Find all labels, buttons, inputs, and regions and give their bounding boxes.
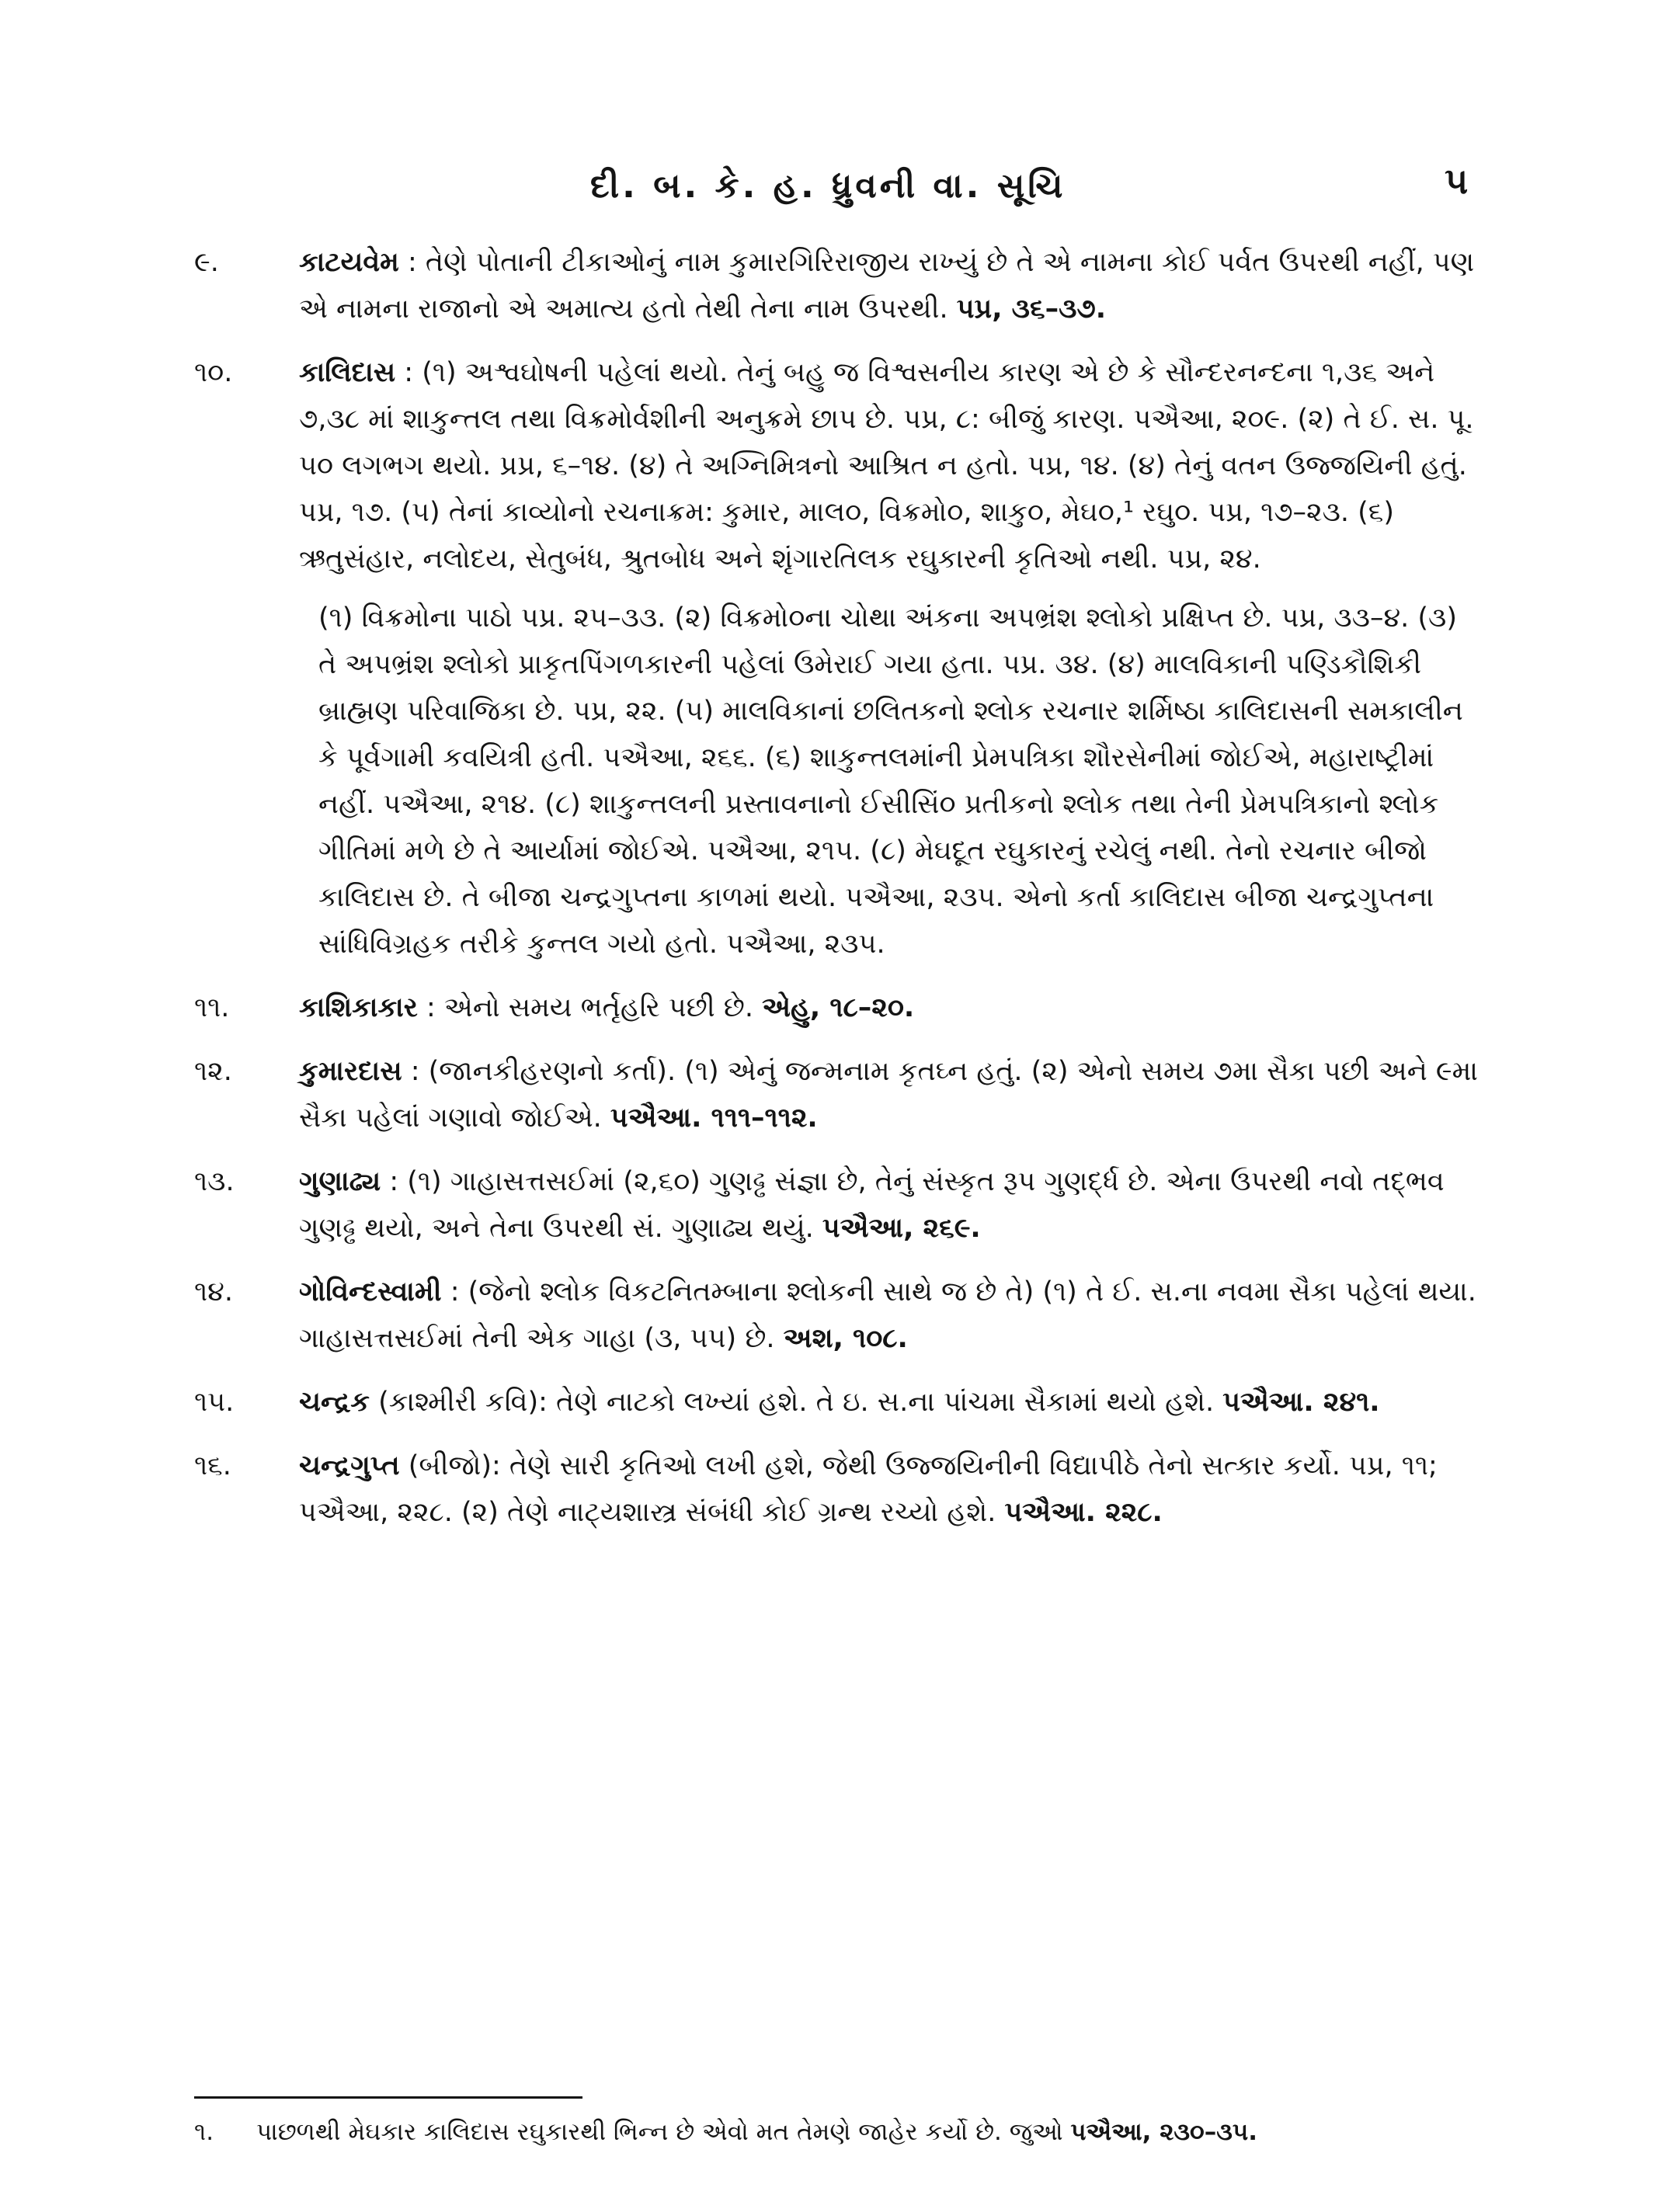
page-number: ૫ [1445,160,1469,202]
footnote-text: પાછળથી મેઘકાર કાલિદાસ રઘુકારથી ભિન્ન છે એવો મત તેમણે જાહેર કર્યો છે. જુઓ [256,2118,1063,2146]
entry-15 [194,1379,1483,1425]
footnote [194,2113,1483,2151]
entry-9 [194,239,1483,332]
entry-reference: પપ્ર, ૩૬–૩૭. [956,293,1107,325]
entry-reference: એહુ, ૧૮–૨૦. [762,992,915,1023]
entry-text: : તેણે પોતાની ટીકાઓનું નામ કુમારગિરિરાજીય રાખ્યું છે તે એ નામના કોઈ પર્વત ઉપરથી નહીં, પણ એ નામના રાજાનો એ અમાત્ય હતો તેથી તેના નામ ઉપરથી. [299,247,1475,325]
entry-number: ૧૬. [194,1450,231,1481]
entry-number: ૧૨. [194,1056,232,1087]
entry-number: ૯. [194,247,219,278]
entry-headword: ચન્દ્રગુપ્ત [299,1450,400,1481]
entry-text: : એનો સમય ભર્તૃહરિ પછી છે. [426,992,753,1023]
entry-headword: કાલિદાસ [299,357,396,388]
entry-text: (બીજો): તેણે સારી કૃતિઓ લખી હશે, જેથી ઉજ્જયિનીની વિદ્યાપીઠે તેનો સત્કાર કર્યો. પપ્ર, ૧૧; પઐઆ, ૨૨૮. (૨) તેણે નાટ્યશાસ્ત્ર સંબંધી કોઈ ગ્રન્થ રચ્યો હશે. [299,1450,1438,1528]
entry-reference: પઐઆ. ૨૪૧. [1222,1387,1380,1418]
entry-14 [194,1269,1483,1362]
entry-number: ૧૦. [194,357,233,388]
entry-text: : (જાનકીહરણનો કર્તા). (૧) એનું જન્મનામ કૃતઘ્ન હતું. (૨) એનો સમય ૭મા સૈકા પછી અને ૯મા સૈકા પહેલાં ગણાવો જોઈએ. [299,1056,1478,1134]
entry-headword: કાશિકાકાર [299,992,418,1023]
entry-number: ૧૩. [194,1166,235,1197]
entry-number: ૧૫. [194,1387,235,1418]
entry-10 [194,349,1483,967]
entry-number: ૧૪. [194,1276,233,1307]
entry-reference: અશ, ૧૦૮. [783,1323,908,1354]
entry-13 [194,1158,1483,1252]
entry-11 [194,984,1483,1031]
entry-headword: કાટયવેમ [299,247,399,278]
entry-headword: ચન્દ્રક [299,1387,370,1418]
entry-text: : (જેનો શ્લોક વિકટનિતમ્બાના શ્લોકની સાથે જ છે તે) (૧) તે ઈ. સ.ના નવમા સૈકા પહેલાં થયા. ગાહાસત્તસઈમાં તેની એક ગાહા (૩, ૫૫) છે. [299,1276,1476,1354]
entry-reference: પઐઆ. ૧૧૧–૧૧૨. [610,1103,818,1134]
entry-headword: ગુણાઢ્ય [299,1166,381,1197]
entry-text: (કાશ્મીરી કવિ): તેણે નાટકો લખ્યાં હશે. તે ઇ. સ.ના પાંચમા સૈકામાં થયો હશે. [378,1387,1215,1418]
footnote-reference: પઐઆ, ૨૩૦–૩૫. [1070,2118,1257,2146]
entry-headword: ગોવિન્દસ્વામી [299,1276,442,1307]
entry-list [194,239,1483,1553]
entry-reference: પઐઆ, ૨૬૯. [822,1213,981,1244]
entry-12 [194,1048,1483,1141]
entry-reference: પઐઆ. ૨૨૮. [1004,1497,1163,1528]
entry-text: : (૧) અશ્વઘોષની પહેલાં થયો. તેનું બહુ જ વિશ્વસનીય કારણ એ છે કે સૌન્દરનન્દના ૧,૩૬ અને ૭,૩૮ માં શાકુન્તલ તથા વિક્રમોર્વશીની અનુક્રમે છાપ છે. પપ્ર, ૮: બીજું કારણ. પઐઆ, ૨૦૯. (૨) તે ઈ. સ. પૂ. ૫૦ લગભગ થયો. પ્રપ્ર, ૬–૧૪. (૪) તે અગ્નિમિત્રનો આશ્રિત ન હતો. પપ્ર, ૧૪. (૪) તેનું વતન ઉજ્જયિની હતું. પપ્ર, ૧૭. (૫) તેનાં કાવ્યોનો રચનાક્રમ: કુમાર, માલ૦, વિક્રમો૦, શાકુ૦, મેઘ૦,¹ રઘુ૦. પપ્ર, ૧૭–૨૩. (૬) ઋતુસંહાર, નલોદય, સેતુબંધ, શ્રુતબોધ અને શૃંગારતિલક રઘુકારની કૃતિઓ નથી. પપ્ર, ૨૪. [299,357,1474,575]
entry-headword: કુમારદાસ [299,1056,402,1087]
entry-16 [194,1443,1483,1536]
footnote-rule [194,2096,582,2099]
entry-subparagraph: (૧) વિક્રમોના પાઠો પપ્ર. ૨૫–૩૩. (૨) વિક્રમો૦ના ચોથા અંકના અપભ્રંશ શ્લોકો પ્રક્ષિપ્ત છે. પપ્ર, ૩૩–૪. (૩) તે અપભ્રંશ શ્લોકો પ્રાકૃતપિંગળકારની પહેલાં ઉમેરાઈ ગયા હતા. પપ્ર. ૩૪. (૪) માલવિકાની પણ્ડિકૌશિકી બ્રાહ્મણ પરિવાજિકા છે. પપ્ર, ૨૨. (૫) માલવિકાનાં છલિતકનો શ્લોક રચનાર શર્મિષ્ઠા કાલિદાસની સમકાલીન કે પૂર્વગામી કવયિત્રી હતી. પઐઆ, ૨૬૬. (૬) શાકુન્તલમાંની પ્રેમપત્રિકા શૌરસેનીમાં જોઈએ, મહારાષ્ટ્રીમાં નહીં. પઐઆ, ૨૧૪. (૮) શાકુન્તલની પ્રસ્તાવનાનો ઈસીસિં૦ પ્રતીકનો શ્લોક તથા તેની પ્રેમપત્રિકાનો શ્લોક ગીતિમાં મળે છે તે આર્યામાં જોઈએ. પઐઆ, ૨૧૫. (૮) મેઘદૂત રઘુકારનું રચેલું નથી. તેનો રચનાર બીજો કાલિદાસ છે. તે બીજા ચન્દ્રગુપ્તના કાળમાં થયો. પઐઆ, ૨૩૫. એનો કર્તા કાલિદાસ બીજા ચન્દ્રગુપ્તના સાંધિવિગ્રહક તરીકે કુન્તલ ગયો હતો. પઐઆ, ૨૩૫. [318,602,1463,960]
entry-number: ૧૧. [194,992,230,1023]
entry-text: : (૧) ગાહાસત્તસઈમાં (૨,૬૦) ગુણઢ્ઢ સંજ્ઞા છે, તેનું સંસ્કૃત રૂપ ગુણર્દ્ધ છે. એના ઉપરથી નવો તદ્ભવ ગુણઢ્ઢ થયો, અને તેના ઉપરથી સં. ગુણાઢ્ય થયું. [299,1166,1445,1244]
running-head: દી. બ. કે. હ. ધ્રુવની વા. સૂચિ [590,166,1066,206]
footnote-number: ૧. [194,2118,214,2146]
